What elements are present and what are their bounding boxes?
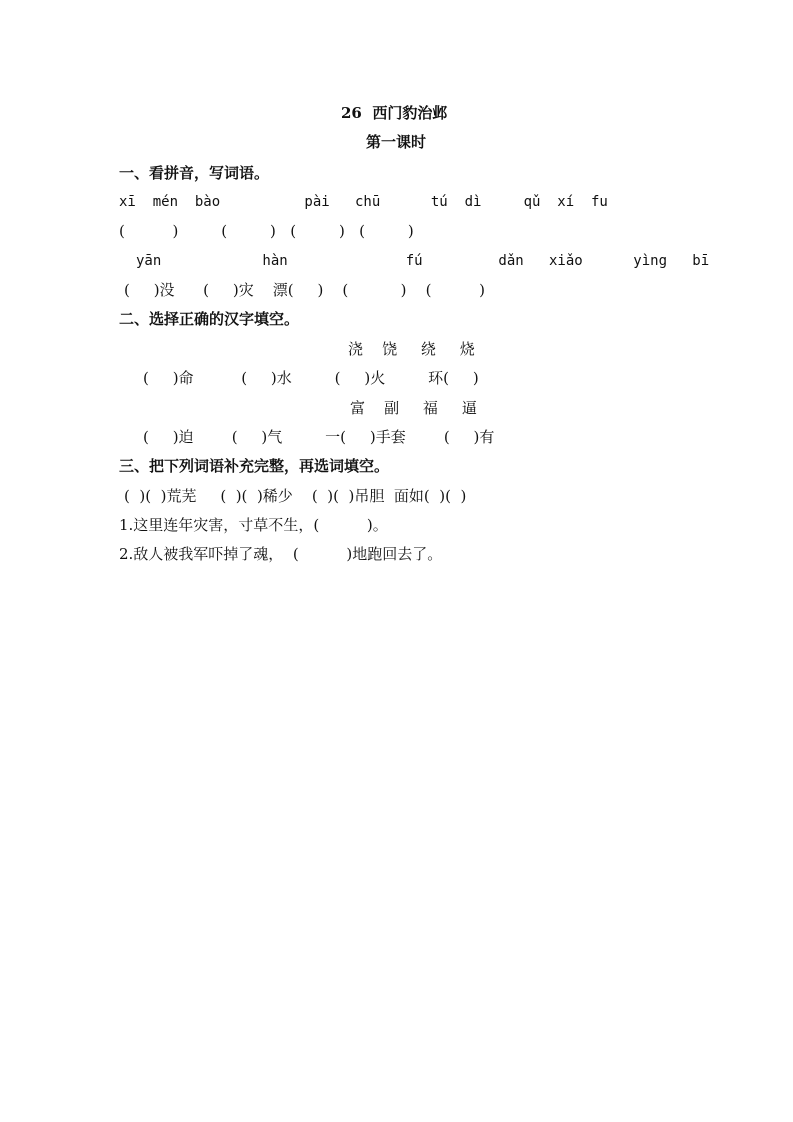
question-1: 1.这里连年灾害，寸草不生，( )。 xyxy=(119,516,388,534)
question-2: 2.敌人被我军吓掉了魂， ( )地跑回去了。 xyxy=(119,545,443,563)
section-3-heading: 三、把下列词语补充完整，再选词填空。 xyxy=(119,457,390,475)
idiom-row: ( )( )荒芜 ( )( )稀少 ( )( )吊胆 面如( )( ) xyxy=(124,487,467,505)
section-2-heading: 二、选择正确的汉字填空。 xyxy=(119,310,300,328)
fill-row-1: ( )命 ( )水 ( )火 环( ) xyxy=(143,369,479,387)
answer-blanks-row-1: ( ) ( ) ( ) ( ) xyxy=(119,222,414,240)
section-1-heading: 一、看拼音，写词语。 xyxy=(119,164,270,182)
lesson-subtitle: 第一课时 xyxy=(366,133,427,151)
pinyin-row-1: xī mén bào pài chū tú dì qǔ xí fu xyxy=(119,194,608,210)
fill-row-2: ( )迫 ( )气 一( )手套 ( )有 xyxy=(143,428,495,446)
pinyin-row-2: yān hàn fú dǎn xiǎo yìng bī xyxy=(136,253,710,269)
char-choices-2: 富 副 福 逼 xyxy=(350,399,477,417)
char-choices-1: 浇 饶 绕 烧 xyxy=(348,340,475,358)
answer-blanks-row-2: ( )没 ( )灾 漂( ) ( ) ( ) xyxy=(124,281,485,299)
page-title: 26 西门豹治邺 xyxy=(341,104,448,122)
